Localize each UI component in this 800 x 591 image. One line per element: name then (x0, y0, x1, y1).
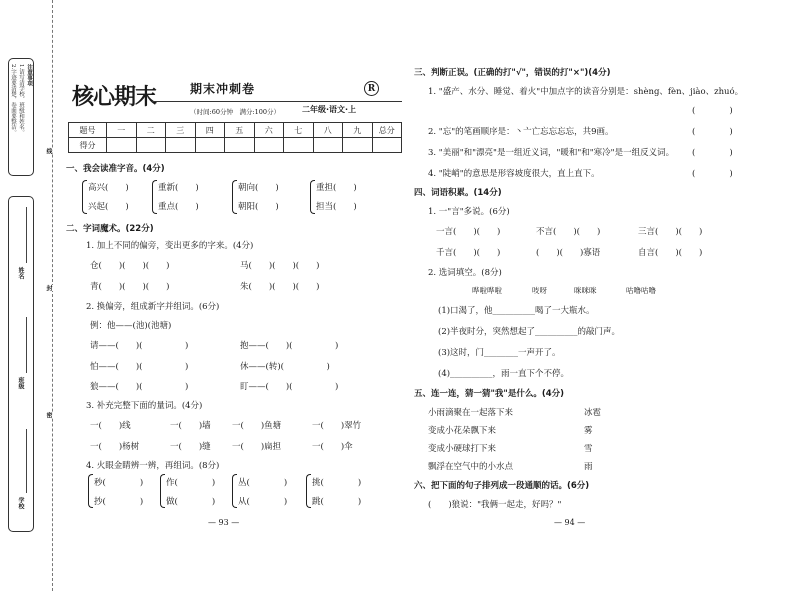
measure-item[interactable]: 一( )扁担 (232, 442, 282, 452)
swap-item[interactable]: 盯——( )( ) (240, 382, 339, 392)
compare-item[interactable]: 秒( ) (94, 478, 144, 488)
exam-meta: （时间:60分钟 满分:100分） (190, 108, 281, 116)
score-input[interactable] (254, 138, 284, 153)
school-field[interactable] (26, 429, 27, 493)
judge-answer[interactable]: ( ) (692, 169, 733, 179)
page-right (408, 0, 800, 591)
page-title: 期末冲刺卷 (190, 82, 256, 96)
bracket (232, 180, 237, 214)
bracket (160, 474, 165, 508)
pinyin-item[interactable]: 兴起( ) (88, 202, 129, 212)
measure-item[interactable]: 一( )线 (90, 421, 131, 431)
score-input[interactable] (343, 138, 373, 153)
compare-item[interactable]: 抄( ) (94, 497, 144, 507)
measure-item[interactable]: 一( )杨树 (90, 442, 140, 452)
measure-item[interactable]: 一( )鱼塘 (232, 421, 282, 431)
score-input[interactable] (107, 138, 137, 153)
match-right[interactable]: 雨 (584, 462, 593, 472)
score-cell: 二 (136, 123, 166, 138)
pinyin-item[interactable]: 重点( ) (158, 202, 199, 212)
match-left[interactable]: 飘浮在空气中的小水点 (428, 462, 514, 472)
question-2-2: 2. 换偏旁，组成新字并组词。(6分) (86, 302, 220, 312)
student-info-box (8, 196, 34, 532)
question-2-4: 4. 火眼金睛辨一辨，再组词。(8分) (86, 461, 220, 471)
school-label: 学校 (17, 497, 24, 509)
binding-strip (0, 0, 58, 591)
word-option: 咪咪咪 (574, 286, 597, 295)
page-left (60, 0, 400, 591)
score-cell: 三 (166, 123, 196, 138)
match-left[interactable]: 变成小花朵飘下来 (428, 426, 497, 436)
score-cell: 题号 (69, 123, 107, 138)
grade-label: 二年级·语文·上 (302, 105, 357, 114)
fill-item[interactable]: (1)口渴了，他__________喝了一大瓶水。 (438, 306, 595, 316)
idiom-item[interactable]: 自言( )( ) (638, 248, 703, 258)
idiom-item[interactable]: 千言( )( ) (436, 248, 501, 258)
pinyin-item[interactable]: 高兴( ) (88, 183, 129, 193)
score-cell: 八 (313, 123, 343, 138)
judge-item: 4. "陡峭"的意思是形容坡度很大，直上直下。 (428, 169, 600, 179)
order-item[interactable]: ( )狼说："我俩一起走，好吗？" (428, 500, 562, 510)
page-number: — 94 — (554, 518, 586, 527)
page-number: — 93 — (208, 518, 240, 527)
bracket (310, 180, 315, 214)
pinyin-item[interactable]: 担当( ) (316, 202, 357, 212)
score-cell: 七 (284, 123, 314, 138)
word-option: 咕噜咕噜 (626, 286, 656, 295)
question-2-3: 3. 补充完整下面的量词。(4分) (86, 401, 203, 411)
compare-item[interactable]: 作( ) (166, 478, 216, 488)
swap-item[interactable]: 狼——( )( ) (90, 382, 189, 392)
score-input[interactable] (195, 138, 225, 153)
notice-line-1: 1.请写清学校、班级和姓名。 (18, 64, 25, 136)
example-text: 例：他——(池)(池塘) (90, 321, 172, 331)
compare-item[interactable]: 丛( ) (238, 478, 288, 488)
compare-item[interactable]: 跳( ) (312, 497, 362, 507)
pinyin-item[interactable]: 朝阳( ) (238, 202, 279, 212)
judge-answer[interactable]: ( ) (692, 127, 733, 137)
score-cell: 总分 (372, 123, 402, 138)
judge-answer[interactable]: ( ) (692, 148, 733, 158)
score-input[interactable] (284, 138, 314, 153)
fill-item[interactable]: (4)__________，雨一直下个不停。 (438, 369, 570, 379)
idiom-item[interactable]: 一言( )( ) (436, 227, 501, 237)
score-cell: 五 (225, 123, 255, 138)
judge-item: 3. "美丽"和"漂亮"是一组近义词，"暖和"和"寒冷"是一组反义词。 (428, 148, 675, 158)
bracket (88, 474, 93, 508)
word-option: 哗啦哗啦 (472, 286, 502, 295)
compare-item[interactable]: 从( ) (238, 497, 288, 507)
score-input[interactable] (136, 138, 166, 153)
score-cell: 得分 (69, 138, 107, 153)
brand-logo: 核心期末 (72, 85, 157, 110)
compare-item[interactable]: 挑( ) (312, 478, 362, 488)
section-6-heading: 六、把下面的句子排列成一段通顺的话。(6分) (414, 481, 590, 491)
bracket (232, 474, 237, 508)
class-label: 班级 (17, 377, 24, 389)
word-option: 吱呀 (532, 286, 547, 295)
fill-item[interactable]: (3)这时，门________一声开了。 (438, 348, 561, 358)
idiom-item[interactable]: 不言( )( ) (536, 227, 601, 237)
idiom-item[interactable]: 三言( )( ) (638, 227, 703, 237)
score-row-values (69, 138, 402, 153)
radical-item[interactable]: 朱( )( )( ) (240, 282, 320, 292)
name-label: 姓名 (17, 267, 24, 279)
fill-item[interactable]: (2)半夜时分，突然想起了__________的敲门声。 (438, 327, 621, 337)
measure-item[interactable]: 一( )伞 (312, 442, 353, 452)
swap-item[interactable]: 怕——( )( ) (90, 362, 189, 372)
score-cell: 九 (343, 123, 373, 138)
radical-item[interactable]: 马( )( )( ) (240, 261, 320, 271)
score-input[interactable] (372, 138, 402, 153)
binding-mark-line: 线 (45, 148, 52, 154)
section-5-heading: 五、连一连，猜一猜"我"是什么。(4分) (414, 389, 565, 399)
compare-item[interactable]: 做( ) (166, 497, 216, 507)
score-input[interactable] (225, 138, 255, 153)
measure-item[interactable]: 一( )缝 (170, 442, 211, 452)
score-cell: 四 (195, 123, 225, 138)
match-right[interactable]: 冰雹 (584, 408, 602, 418)
match-right[interactable]: 雾 (584, 426, 593, 436)
section-4-heading: 四、词语积累。(14分) (414, 188, 502, 198)
score-cell: 一 (107, 123, 137, 138)
judge-item: 2. "忘"的笔画顺序是：丶亠亡忘忘忘忘，共9画。 (428, 127, 614, 137)
radical-item[interactable]: 青( )( )( ) (90, 282, 170, 292)
binding-line (52, 0, 53, 591)
idiom-item[interactable]: ( )( )寡语 (536, 248, 601, 258)
section-3-heading: 三、判断正误。(正确的打"√"，错误的打"×")(4分) (414, 68, 611, 78)
score-row-header (69, 123, 402, 138)
measure-item[interactable]: 一( )翠竹 (312, 421, 362, 431)
question-4-2: 2. 选词填空。(8分) (428, 268, 502, 278)
pinyin-item[interactable]: 重担( ) (316, 183, 357, 193)
swap-item[interactable]: 抱——( )( ) (240, 341, 339, 351)
bracket (82, 180, 87, 214)
judge-item: 1. "盛产、水分、睡觉、着火"中加点字的读音分别是：shèng、fèn、jiào、zhuó。 (428, 87, 744, 97)
binding-mark-secret: 密 (45, 412, 52, 418)
swap-item[interactable]: 请——( )( ) (90, 341, 189, 351)
notice-box (8, 58, 34, 176)
score-input[interactable] (313, 138, 343, 153)
question-2-1: 1. 加上不同的偏旁，变出更多的字来。(4分) (86, 241, 254, 251)
section-1-heading: 一、我会读准字音。(4分) (66, 164, 165, 174)
class-field[interactable] (26, 317, 27, 373)
notice-title: 注意事项 (26, 64, 33, 86)
score-cell: 六 (254, 123, 284, 138)
binding-mark-seal: 封 (45, 285, 52, 291)
swap-item[interactable]: 休——(转)( ) (240, 362, 330, 372)
match-left[interactable]: 变成小硬球打下来 (428, 444, 497, 454)
section-2-heading: 二、字词魔术。(22分) (66, 224, 154, 234)
notice-line-2: 2.字迹要清楚，卷面要整洁。 (9, 64, 16, 136)
match-left[interactable]: 小雨滴聚在一起落下来 (428, 408, 514, 418)
judge-answer[interactable]: ( ) (692, 106, 733, 116)
pinyin-item[interactable]: 重新( ) (158, 183, 199, 193)
bracket (152, 180, 157, 214)
name-field[interactable] (26, 207, 27, 263)
measure-item[interactable]: 一( )墙 (170, 421, 211, 431)
score-input[interactable] (166, 138, 196, 153)
question-4-1: 1. 一"言"多说。(6分) (428, 207, 510, 217)
pinyin-item[interactable]: 朝向( ) (238, 183, 279, 193)
match-right[interactable]: 雪 (584, 444, 593, 454)
score-table (68, 122, 402, 153)
header-rule (152, 101, 402, 102)
radical-item[interactable]: 仓( )( )( ) (90, 261, 170, 271)
bracket (306, 474, 311, 508)
registered-mark: R (364, 81, 379, 96)
